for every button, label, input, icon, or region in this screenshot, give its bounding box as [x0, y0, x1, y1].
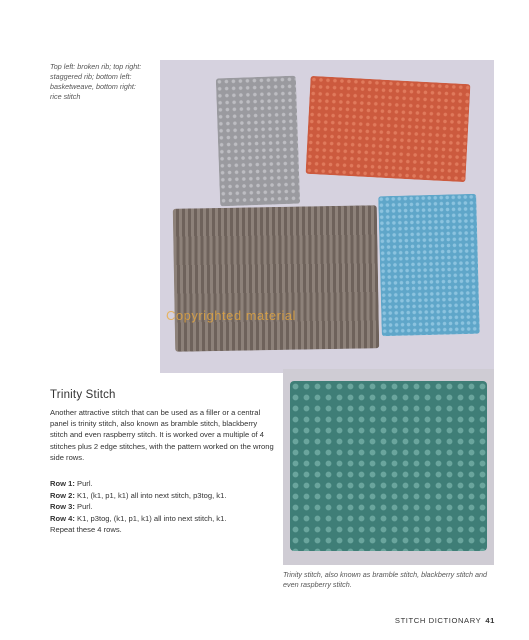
- broken-rib-swatch: [216, 76, 300, 207]
- top-photo-caption: Top left: broken rib; top right: staggered rib; bottom left: basketweave, bottom right: rice stitch: [50, 62, 142, 101]
- section-heading: Trinity Stitch: [50, 389, 116, 401]
- pattern-row: Row 4: K1, p3tog, (k1, p1, k1) all into next stitch, k1.: [50, 513, 227, 523]
- section-body: Another attractive stitch that can be used as a filler or a central panel is trinity stitch, also known as bramble stitch, blackberry stitch and even raspberry stitch. It is worked over a multiple of 4 stitches plus 2 edge stitches, with the pattern worked on the wrong side rows.: [50, 408, 274, 462]
- basketweave-swatch: [173, 205, 379, 352]
- page-number: 41: [485, 616, 495, 625]
- repeat-instruction: Repeat these 4 rows.: [50, 525, 122, 534]
- rice-stitch-swatch: [378, 194, 480, 337]
- footer-section-title: STITCH DICTIONARY: [394, 616, 482, 625]
- trinity-stitch-photo: [283, 369, 494, 565]
- pattern-row: Row 3: Purl.: [50, 502, 93, 511]
- staggered-rib-swatch: [306, 76, 471, 182]
- watermark: Copyrighted material: [166, 308, 296, 323]
- pattern-row: Row 1: Purl.: [50, 479, 93, 488]
- pattern-row: Row 2: K1, (k1, p1, k1) all into next stitch, p3tog, k1.: [50, 490, 227, 500]
- swatches-photo: [160, 60, 494, 373]
- pattern-rows: [50, 478, 276, 536]
- page-footer: [395, 616, 495, 625]
- bottom-photo-caption: Trinity stitch, also known as bramble stitch, blackberry stitch and even raspberry stitch.: [283, 570, 487, 589]
- trinity-stitch-swatch: [290, 381, 487, 551]
